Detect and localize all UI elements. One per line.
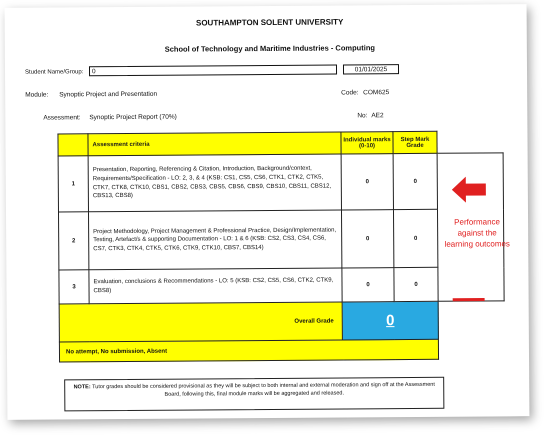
no-label: No: bbox=[357, 112, 368, 120]
header-step: Step Mark Grade bbox=[393, 131, 437, 153]
assessment-table bbox=[57, 130, 505, 362]
row-criteria: Evaluation, conclusions & Recommendations - LO: 5 (KSB: CS2, CS5, CS6, CTK2, CTK9, CBS8) bbox=[89, 268, 342, 304]
row-individual-mark[interactable]: 0 bbox=[342, 268, 394, 302]
row-individual-mark[interactable]: 0 bbox=[341, 210, 393, 268]
university-title: SOUTHAMPTON SOLENT UNIVERSITY bbox=[195, 17, 344, 28]
overall-side-blank bbox=[438, 301, 504, 339]
grading-form bbox=[5, 4, 530, 420]
table-row bbox=[58, 153, 503, 212]
table-header-row bbox=[58, 131, 503, 156]
assessment-label: Assessment: bbox=[43, 114, 81, 122]
header-individual: Individual marks (0-10) bbox=[341, 132, 393, 154]
student-label: Student Name/Group: bbox=[25, 69, 84, 76]
row-step-mark[interactable]: 0 bbox=[394, 267, 438, 301]
overall-grade-value-cell bbox=[342, 301, 438, 340]
performance-annotation: Performance against the learning outcomes bbox=[444, 217, 510, 249]
header-blank-cell bbox=[58, 134, 88, 156]
note-label: NOTE: bbox=[73, 384, 91, 391]
note-box bbox=[64, 377, 444, 412]
row-step-mark[interactable]: 0 bbox=[393, 209, 437, 267]
header-side-blank bbox=[437, 131, 503, 153]
row-criteria: Project Methodology, Project Management & Professional Practice, Design/Implementation, Testing, Artefact/s & supporting Documentation - LO: 1 & 6 (KSB: CS2, CS3, CS4, CS6, CS7, CTK3, CTK4, CTK5, CTK6, CTK9, CTK10, CBS7, CBS14) bbox=[88, 210, 341, 270]
assessment-no: AE2 bbox=[371, 112, 384, 120]
student-name-field[interactable]: 0 bbox=[89, 65, 337, 77]
overall-row bbox=[59, 301, 504, 342]
row-individual-mark[interactable]: 0 bbox=[341, 154, 393, 210]
red-line-arrow-icon bbox=[453, 296, 487, 302]
no-attempt-side-blank bbox=[438, 339, 504, 359]
no-attempt-label: No attempt, No submission, Absent bbox=[59, 339, 438, 362]
code-label: Code: bbox=[341, 89, 359, 97]
header-criteria: Assessment criteria bbox=[88, 132, 341, 156]
row-number: 2 bbox=[58, 212, 88, 270]
overall-grade-label: Overall Grade bbox=[59, 302, 342, 342]
date-field[interactable]: 01/01/2025 bbox=[343, 64, 399, 74]
module-name: Synoptic Project and Presentation bbox=[59, 90, 158, 99]
row-number: 1 bbox=[58, 156, 88, 212]
row-criteria: Presentation, Reporting, Referencing & Citation, Introduction, Background/context, Requirements/Specification - LO: 2, 3, & 4 (KSB: CS1, CS5, CS6, CTK1, CTK2, CTK5, CTK7, CTK8, CTK10, CBS1, CBS2, CBS3, CBS5, CBS6, CBS9, CBS10, CBS11, CBS12, CBS13, CBS8) bbox=[88, 154, 341, 212]
no-attempt-row bbox=[59, 339, 504, 362]
overall-grade-value: 0 bbox=[386, 312, 395, 330]
assessment-name: Synoptic Project Report (70%) bbox=[89, 113, 177, 122]
school-title: School of Technology and Maritime Industries - Computing bbox=[164, 43, 376, 54]
module-label: Module: bbox=[25, 91, 49, 99]
module-code: COM625 bbox=[363, 89, 390, 97]
row-number: 3 bbox=[59, 270, 89, 304]
note-text: Tutor grades should be considered provisional as they will be subject to both internal and external moderation and sign off at the Assessment Board, following this, final module marks will be aggregated and released. bbox=[92, 381, 435, 398]
left-arrow-icon bbox=[452, 176, 488, 202]
row-step-mark[interactable]: 0 bbox=[393, 153, 437, 209]
